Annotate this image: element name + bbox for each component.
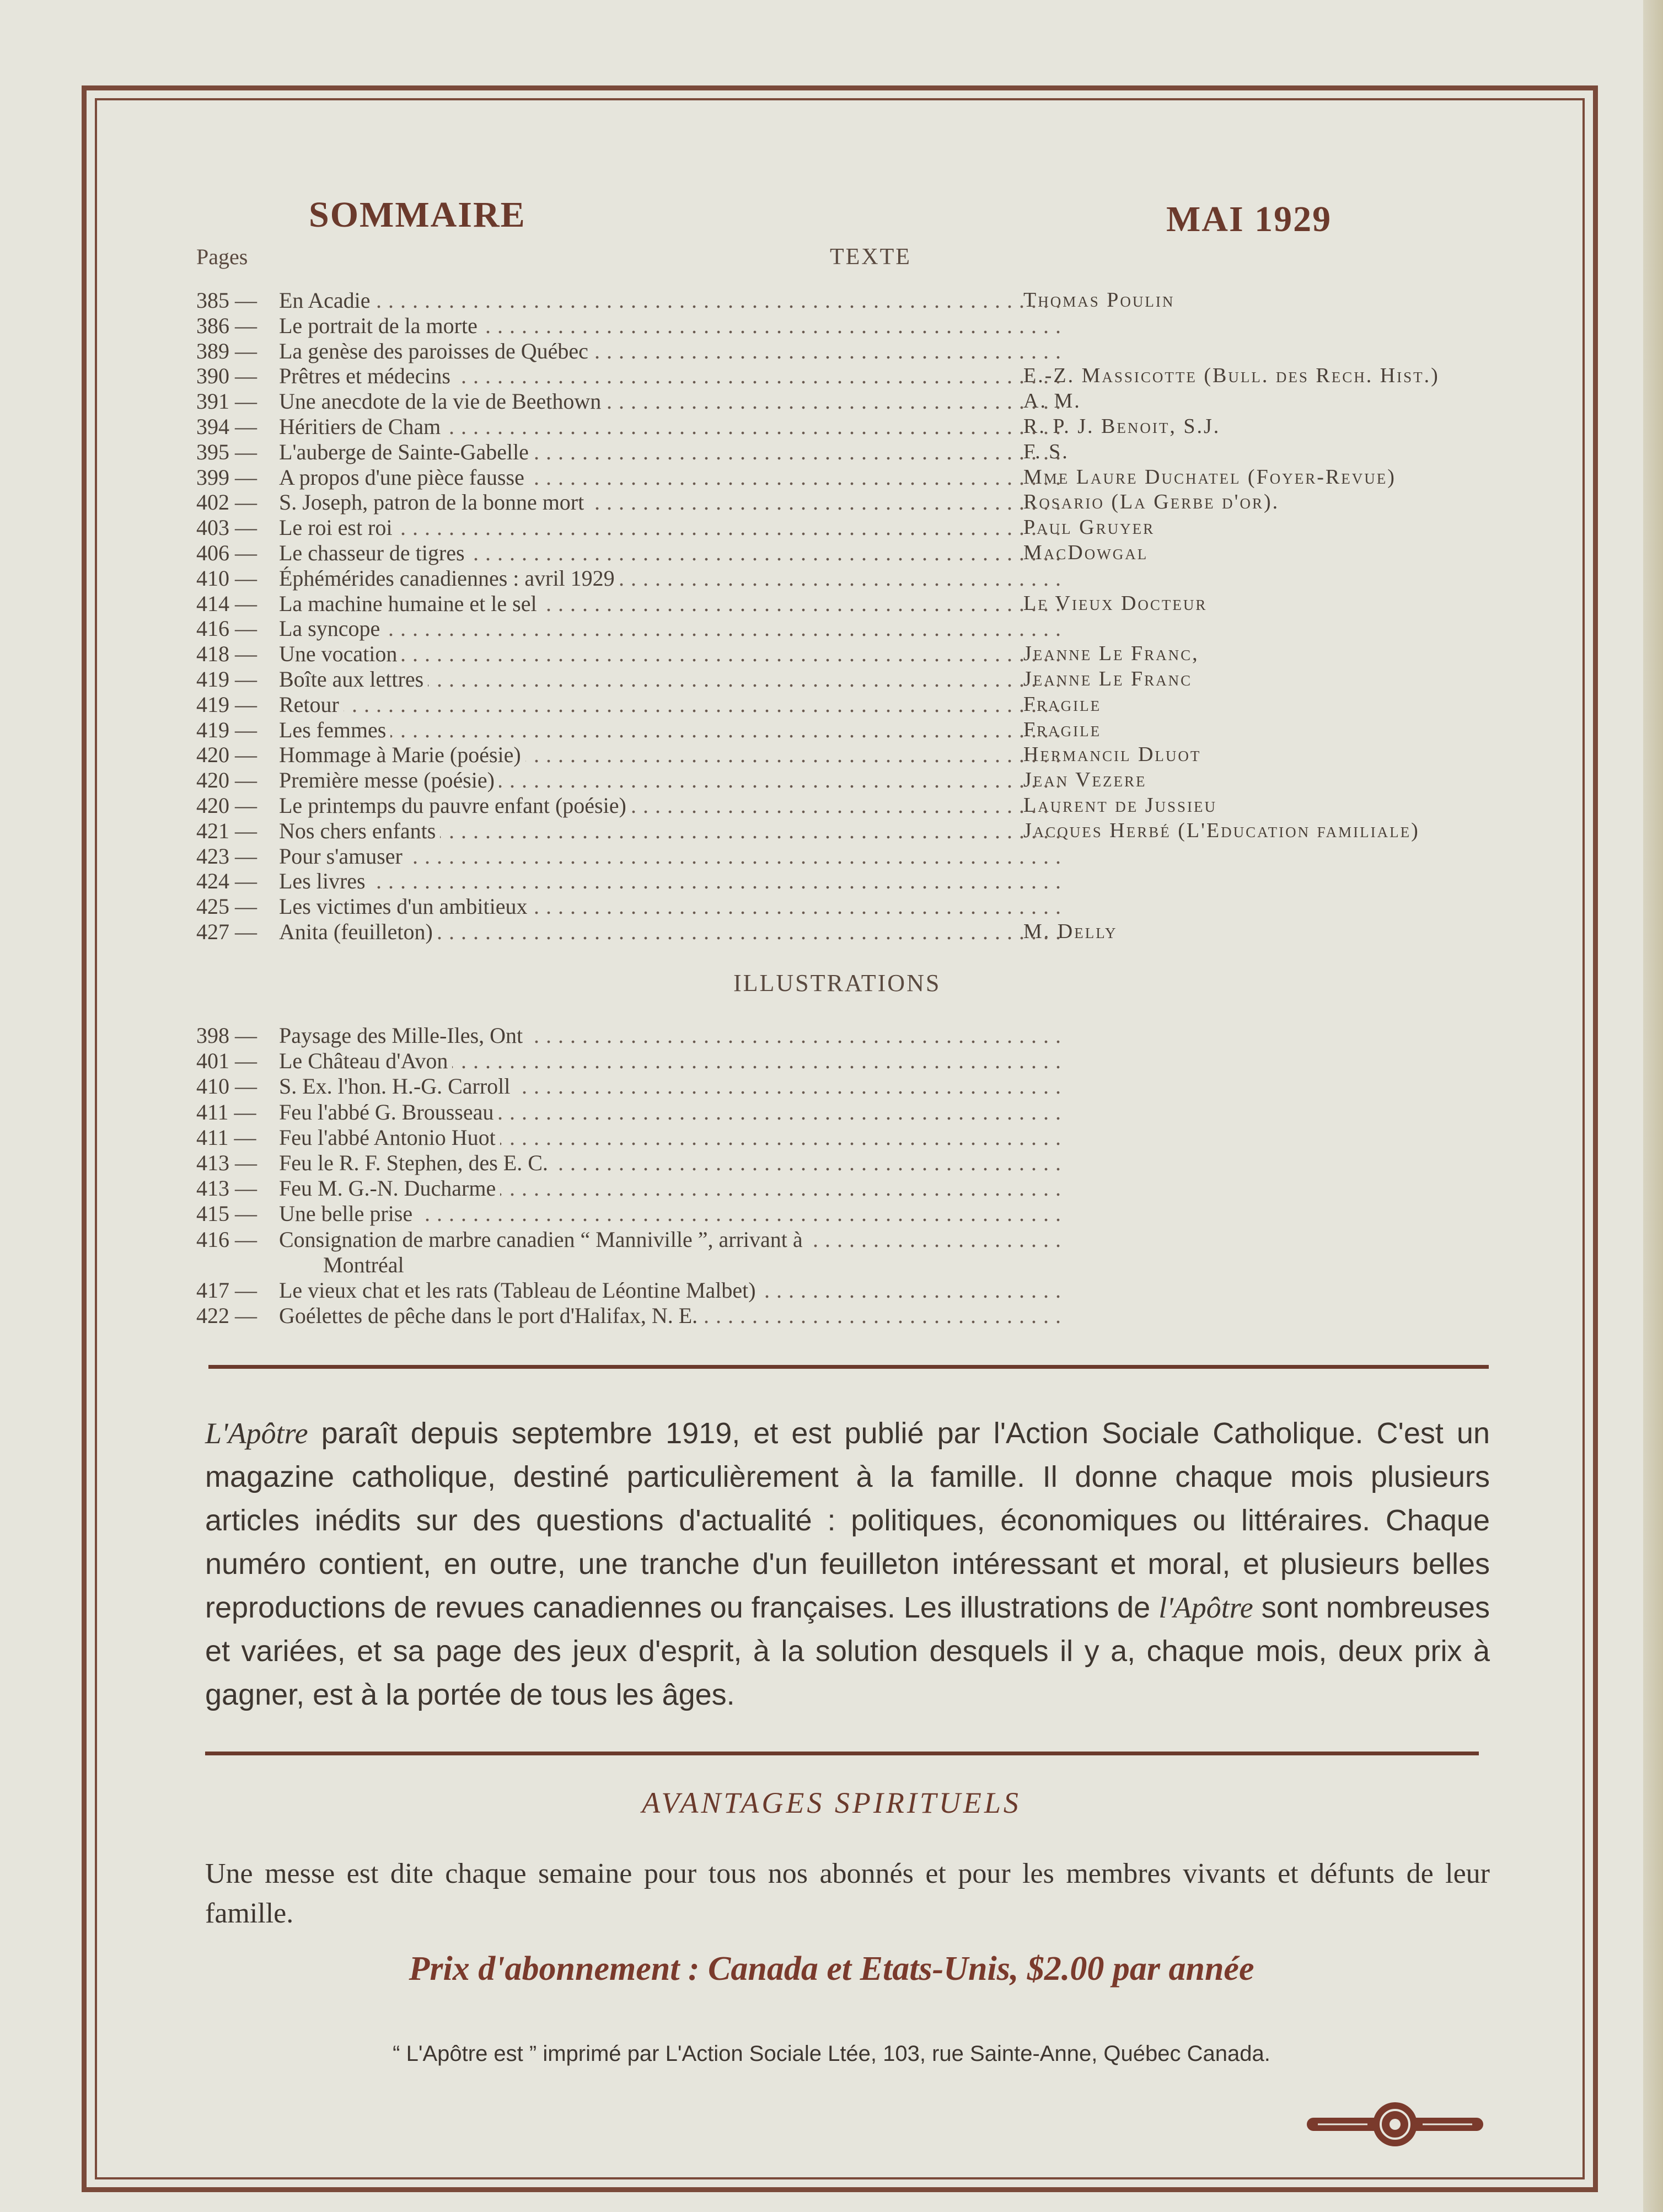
page-number: 386 — <box>196 313 257 338</box>
entry-title-text: Éphémérides canadiennes : avril 1929 <box>279 566 619 591</box>
description-text-1: paraît depuis septembre 1919, et est publié par l'Action Sociale Catholique. C'est un magazine catholique, destiné particulièrement à la famille. Il donne chaque mois plusieurs articles inédits sur des questions d'actualité : politiques, économiques ou littéraires. Chaque numéro contient, en outre, une tranche d'un feuilleton intéressant et moral, et plusieurs belles reproductions de revues canadiennes ou françaises. Les illustrations de <box>205 1417 1490 1624</box>
page-number: 415 — <box>196 1201 257 1226</box>
entry-title-text: Le vieux chat et les rats (Tableau de Léontine Malbet) <box>279 1278 760 1303</box>
entry-title-text: Pour s'amuser <box>279 844 407 869</box>
toc-row <box>196 339 1509 364</box>
texte-list <box>196 288 1509 945</box>
page-number: 427 — <box>196 919 257 944</box>
entry-title-text: A propos d'une pièce fausse <box>279 465 529 490</box>
page-number: 398 — <box>196 1023 257 1048</box>
toc-row <box>196 313 1509 339</box>
entry-title <box>279 616 1062 641</box>
page-number: 413 — <box>196 1176 257 1201</box>
avantages-heading: AVANTAGES SPIRITUELS <box>642 1786 1021 1819</box>
page-number: 401 — <box>196 1048 257 1074</box>
page-number: 411 — <box>196 1099 256 1124</box>
entry-title-text: Le chasseur de tigres <box>279 540 469 565</box>
toc-row <box>196 1125 1509 1150</box>
entry-title-text: Le Château d'Avon <box>279 1048 452 1073</box>
entry-title-text: Héritiers de Cham <box>279 414 445 439</box>
toc-row <box>196 717 1509 743</box>
entry-title-text: S. Joseph, patron de la bonne mort <box>279 490 588 515</box>
entry-author: Jacques Herbé (L'Education familiale) <box>1023 818 1420 842</box>
toc-row <box>196 742 1509 768</box>
page-number: 390 — <box>196 363 257 389</box>
entry-title <box>279 1048 1062 1074</box>
page-number: 413 — <box>196 1150 257 1175</box>
entry-title <box>279 490 1062 515</box>
toc-row <box>196 1150 1509 1176</box>
toc-row <box>196 490 1509 515</box>
entry-title-text: Première messe (poésie) <box>279 768 499 792</box>
entry-title <box>279 389 1062 414</box>
page-number: 424 — <box>196 869 257 894</box>
toc-row <box>196 414 1509 440</box>
entry-title-text: Goélettes de pêche dans le port d'Halifax, N. E. <box>279 1303 702 1328</box>
toc-row <box>196 667 1509 692</box>
toc-row <box>196 363 1509 389</box>
entry-title <box>323 1252 1106 1278</box>
toc-row <box>196 894 1509 919</box>
entry-author: Fragile <box>1023 692 1102 716</box>
toc-row <box>196 440 1509 465</box>
page-number: 417 — <box>196 1277 257 1303</box>
texte-section-heading: TEXTE <box>830 244 911 270</box>
entry-title-text: Paysage des Mille-Iles, Ont <box>279 1023 527 1048</box>
entry-author: Jeanne Le Franc <box>1023 667 1193 690</box>
page-number: 389 — <box>196 338 257 363</box>
toc-row <box>196 616 1509 641</box>
toc-row <box>196 566 1509 591</box>
toc-row <box>196 288 1509 313</box>
entry-title <box>279 540 1062 566</box>
page-number: 410 — <box>196 1074 257 1099</box>
toc-row <box>196 591 1509 617</box>
printer-imprint: “ L'Apôtre est ” imprimé par L'Action Sociale Ltée, 103, rue Sainte-Anne, Québec Canada. <box>393 2042 1270 2066</box>
page-number: 421 — <box>196 818 257 843</box>
entry-title <box>279 692 1062 717</box>
entry-title-text: Consignation de marbre canadien “ Manniville ”, arrivant à <box>279 1227 807 1252</box>
page-number: 420 — <box>196 742 257 768</box>
toc-row <box>196 1023 1509 1048</box>
page-number: 420 — <box>196 768 257 793</box>
page-number: 411 — <box>196 1124 256 1150</box>
apotre-title-2: l'Apôtre <box>1158 1591 1253 1624</box>
page-edge <box>1643 0 1663 2212</box>
entry-title-text: Le roi est roi <box>279 515 397 540</box>
entry-title <box>279 414 1062 440</box>
subscription-price: Prix d'abonnement : Canada et Etats-Unis, $2.00 par année <box>409 1950 1254 1988</box>
page-number: 420 — <box>196 792 257 818</box>
entry-author: Rosario (La Gerbe d'or). <box>1023 490 1280 514</box>
entry-title-text: Feu le R. F. Stephen, des E. C. <box>279 1150 552 1175</box>
entry-title <box>279 1074 1062 1099</box>
page-number: 406 — <box>196 540 257 565</box>
entry-title-text: Anita (feuilleton) <box>279 919 437 944</box>
entry-title <box>279 566 1062 591</box>
entry-title <box>279 667 1062 692</box>
entry-title-text: Une vocation <box>279 641 401 666</box>
toc-row <box>196 793 1509 818</box>
entry-author: MacDowgal <box>1023 540 1149 564</box>
page-number: 395 — <box>196 439 257 464</box>
illustrations-heading: ILLUSTRATIONS <box>733 970 941 997</box>
sommaire-heading: SOMMAIRE <box>309 195 526 235</box>
page-number: 402 — <box>196 490 257 515</box>
entry-author: Thomas Poulin <box>1023 288 1175 312</box>
toc-row <box>196 844 1509 869</box>
entry-title-text: Les femmes <box>279 717 390 742</box>
toc-row <box>196 1048 1509 1074</box>
entry-title-text: Le printemps du pauvre enfant (poésie) <box>279 793 631 818</box>
entry-title-text: La syncope <box>279 616 384 641</box>
toc-row <box>196 1278 1509 1303</box>
toc-row <box>196 919 1509 945</box>
toc-row <box>196 692 1509 717</box>
page-number: 425 — <box>196 894 257 919</box>
entry-author: Laurent de Jussieu <box>1023 793 1217 817</box>
entry-author: Jeanne Le Franc, <box>1023 642 1199 666</box>
divider-rule-1 <box>208 1365 1489 1369</box>
page-number: 385 — <box>196 288 257 313</box>
entry-title-text: Feu l'abbé G. Brousseau <box>279 1100 498 1124</box>
entry-title-text: La genèse des paroisses de Québec <box>279 339 593 363</box>
page-number: 419 — <box>196 666 257 692</box>
entry-title <box>279 363 1062 389</box>
entry-title <box>279 1176 1062 1201</box>
entry-title <box>279 1303 1062 1329</box>
entry-title <box>279 818 1062 844</box>
ornament-icon <box>1307 2101 1483 2147</box>
entry-title-text: Boîte aux lettres <box>279 667 428 692</box>
toc-row <box>196 540 1509 566</box>
entry-title-text: En Acadie <box>279 288 375 313</box>
entry-title <box>279 465 1062 490</box>
entry-title-text: Une anecdote de la vie de Beethown <box>279 389 605 414</box>
entry-title <box>279 844 1062 869</box>
entry-author: A. M. <box>1023 389 1081 413</box>
entry-title <box>279 641 1062 667</box>
page-number: 399 — <box>196 464 257 490</box>
entry-title-text: Hommage à Marie (poésie) <box>279 742 525 767</box>
pages-column-label: Pages <box>196 244 248 269</box>
avantages-text: Une messe est dite chaque semaine pour tous nos abonnés et pour les membres vivants et défunts de leur famille. <box>205 1858 1490 1929</box>
toc-row <box>196 1074 1509 1099</box>
entry-author: Jean Vezere <box>1023 768 1147 792</box>
page-number: 416 — <box>196 1226 257 1252</box>
entry-title <box>279 919 1062 945</box>
entry-author: F. S. <box>1023 440 1069 463</box>
entry-author: Le Vieux Docteur <box>1023 591 1208 615</box>
illustrations-list <box>196 1023 1509 1329</box>
apotre-title: L'Apôtre <box>205 1417 308 1450</box>
entry-title <box>279 1100 1062 1125</box>
entry-title-text: S. Ex. l'hon. H.-G. Carroll <box>279 1074 514 1099</box>
entry-title <box>279 793 1062 818</box>
entry-author: Mme Laure Duchatel (Foyer-Revue) <box>1023 465 1396 489</box>
toc-row <box>196 1100 1509 1125</box>
toc-row <box>196 818 1509 844</box>
entry-author: E.-Z. Massicotte (Bull. des Rech. Hist.) <box>1023 364 1440 388</box>
entry-title-text: Feu M. G.-N. Ducharme <box>279 1176 500 1201</box>
entry-title <box>279 717 1062 743</box>
entry-author: Hermancil Dluot <box>1023 743 1201 767</box>
entry-title-text: Feu l'abbé Antonio Huot <box>279 1125 500 1150</box>
entry-title-text: Les livres <box>279 869 370 893</box>
entry-title <box>279 1150 1062 1176</box>
entry-title <box>279 1227 1062 1252</box>
entry-title-text: La machine humaine et le sel <box>279 591 541 616</box>
page-number: 418 — <box>196 641 257 667</box>
entry-title <box>279 1278 1062 1303</box>
entry-title-text: Le portrait de la morte <box>279 313 482 338</box>
entry-title <box>279 768 1062 793</box>
page-number: 391 — <box>196 389 257 414</box>
entry-author: Fragile <box>1023 717 1102 741</box>
entry-title <box>279 591 1062 617</box>
page-number: 416 — <box>196 616 257 641</box>
entry-title-text: Montréal <box>323 1252 409 1277</box>
toc-row <box>196 1227 1509 1252</box>
entry-title-text: L'auberge de Sainte-Gabelle <box>279 440 533 464</box>
issue-date: MAI 1929 <box>1166 199 1332 239</box>
entry-title <box>279 742 1062 768</box>
toc-row <box>196 641 1509 667</box>
toc-row <box>196 1176 1509 1201</box>
entry-title <box>279 1125 1062 1150</box>
toc-row <box>196 768 1509 793</box>
page-number: 403 — <box>196 515 257 540</box>
toc-row <box>196 1303 1509 1329</box>
toc-row <box>196 869 1509 894</box>
entry-title-text: Nos chers enfants <box>279 818 440 843</box>
page-number: 422 — <box>196 1303 257 1329</box>
entry-title <box>279 288 1062 313</box>
entry-title-text: Prêtres et médecins <box>279 363 455 388</box>
magazine-description <box>205 1412 1490 1717</box>
page-number: 419 — <box>196 717 257 742</box>
toc-row <box>196 1201 1509 1226</box>
entry-title <box>279 339 1062 364</box>
toc-row <box>196 515 1509 540</box>
entry-author: R. P. J. Benoit, S.J. <box>1023 414 1221 438</box>
page-number: 414 — <box>196 591 257 616</box>
entry-title-text: Les victimes d'un ambitieux <box>279 894 532 919</box>
entry-title-text: Une belle prise <box>279 1201 417 1226</box>
entry-title <box>279 1023 1062 1048</box>
page-number: 410 — <box>196 565 257 591</box>
page-number: 423 — <box>196 843 257 869</box>
page-number: 394 — <box>196 414 257 439</box>
description-text-2: sont nombreuses et variées, et sa page des jeux d'esprit, à la solution desquels il y a, chaque mois, deux prix à gagner, est à la portée de tous les âges. <box>205 1591 1490 1711</box>
entry-title <box>279 869 1062 894</box>
toc-row <box>196 465 1509 490</box>
toc-row <box>196 1252 1509 1278</box>
entry-title <box>279 313 1062 339</box>
entry-title <box>279 894 1062 919</box>
entry-title <box>279 440 1062 465</box>
page-number: 419 — <box>196 692 257 717</box>
entry-author: Paul Gruyer <box>1023 516 1155 539</box>
entry-title-text: Retour <box>279 692 344 717</box>
entry-author: M. Delly <box>1023 919 1118 943</box>
divider-rule-2 <box>205 1752 1479 1755</box>
toc-row <box>196 389 1509 414</box>
entry-title <box>279 1201 1062 1226</box>
entry-title <box>279 515 1062 540</box>
